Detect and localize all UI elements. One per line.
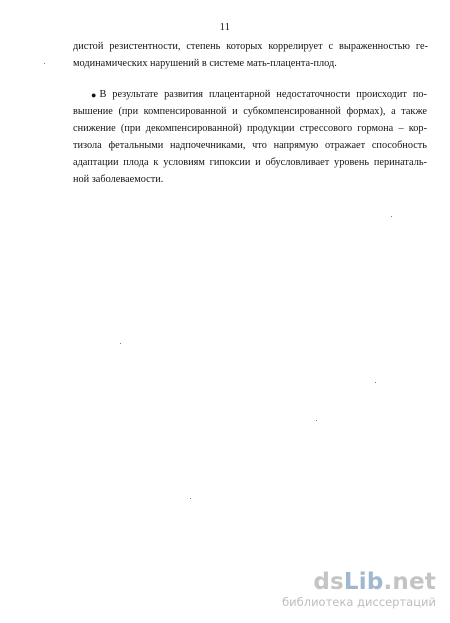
scan-speck bbox=[391, 216, 392, 217]
text-line: адаптации плода к условиям гипоксии и обусловливает уровень перинаталь- bbox=[73, 157, 427, 168]
text-line: снижение (при декомпенсированной) продукции стрессового гормона – кор- bbox=[73, 123, 427, 134]
site-watermark bbox=[282, 570, 436, 609]
watermark-logo: dsLib.net bbox=[313, 569, 436, 595]
text-line: В результате развития плацентарной недостаточности происходит по- bbox=[99, 89, 427, 100]
text-line: тизола фетальными надпочечниками, что напрямую отражает способность bbox=[73, 140, 427, 151]
scan-speck bbox=[375, 382, 376, 383]
scan-speck bbox=[316, 420, 317, 421]
bullet-icon: ● bbox=[91, 90, 97, 100]
scan-speck bbox=[120, 343, 121, 344]
scan-speck bbox=[190, 498, 191, 499]
page-number: 11 bbox=[219, 22, 231, 33]
text-line: ной заболеваемости. bbox=[73, 174, 164, 185]
text-line: вышение (при компенсированной и субкомпенсированной формах), а также bbox=[73, 106, 427, 117]
watermark-tagline: библиотека диссертаций bbox=[282, 595, 436, 609]
scan-speck bbox=[44, 63, 45, 64]
text-line: модинамических нарушений в системе мать-плацента-плод. bbox=[73, 58, 337, 69]
bullet-line bbox=[91, 88, 427, 102]
text-line: дистой резистентности, степень которых коррелирует с выраженностью ге- bbox=[73, 41, 428, 52]
